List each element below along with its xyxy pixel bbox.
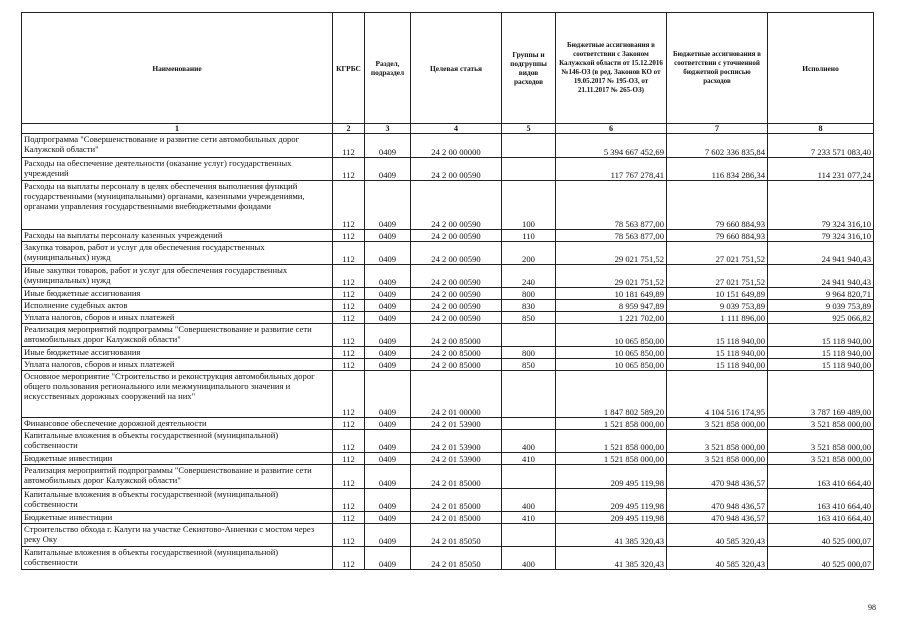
cell-kgrbs: 112 (333, 371, 365, 418)
cell-name: Закупка товаров, работ и услуг для обеспечения государственных (муниципальных) нужд (22, 242, 333, 265)
table-row (22, 359, 874, 371)
cell-target: 24 2 00 00000 (411, 134, 502, 158)
cell-law: 5 394 667 452,69 (556, 134, 667, 158)
cell-group: 110 (502, 230, 556, 242)
cell-done: 40 525 000,07 (768, 547, 874, 570)
cell-budget: 3 521 858 000,00 (667, 430, 768, 453)
cell-law: 10 181 649,89 (556, 288, 667, 300)
cell-law: 1 521 858 000,00 (556, 453, 667, 465)
cell-kgrbs: 112 (333, 418, 365, 430)
table-row (22, 347, 874, 359)
cell-kgrbs: 112 (333, 288, 365, 300)
cell-name: Уплата налогов, сборов и иных платежей (22, 359, 333, 371)
page-number: 98 (868, 603, 876, 612)
cell-name: Бюджетные инвестиции (22, 453, 333, 465)
cell-law: 41 385 320,43 (556, 547, 667, 570)
cell-name: Расходы на выплаты персоналу в целях обеспечения выполнения функций государственными (муниципальными) органами, казенными учреждениями, органами управления государственными внебюджетными фондами (22, 181, 333, 230)
cell-section: 0409 (365, 359, 411, 371)
cell-name: Капитальные вложения в объекты государственной (муниципальной) собственности (22, 547, 333, 570)
cell-budget: 79 660 884,93 (667, 230, 768, 242)
cell-section: 0409 (365, 512, 411, 524)
cell-section: 0409 (365, 489, 411, 512)
col-num: 3 (365, 124, 411, 134)
cell-group: 850 (502, 359, 556, 371)
cell-budget: 40 585 320,43 (667, 547, 768, 570)
cell-kgrbs: 112 (333, 324, 365, 347)
cell-section: 0409 (365, 371, 411, 418)
cell-kgrbs: 112 (333, 265, 365, 288)
cell-kgrbs: 112 (333, 453, 365, 465)
cell-name: Финансовое обеспечение дорожной деятельности (22, 418, 333, 430)
cell-target: 24 2 00 00590 (411, 158, 502, 181)
cell-budget: 4 104 516 174,95 (667, 371, 768, 418)
col-num: 8 (768, 124, 874, 134)
table-row (22, 181, 874, 230)
cell-done: 925 066,82 (768, 312, 874, 324)
table-row (22, 453, 874, 465)
cell-group (502, 134, 556, 158)
table-row (22, 288, 874, 300)
cell-kgrbs: 112 (333, 489, 365, 512)
table-row (22, 230, 874, 242)
cell-budget: 27 021 751,52 (667, 265, 768, 288)
cell-section: 0409 (365, 453, 411, 465)
cell-section: 0409 (365, 418, 411, 430)
cell-target: 24 2 01 85000 (411, 465, 502, 489)
cell-done: 3 521 858 000,00 (768, 418, 874, 430)
cell-budget: 40 585 320,43 (667, 524, 768, 547)
cell-done: 3 521 858 000,00 (768, 430, 874, 453)
cell-group: 410 (502, 512, 556, 524)
cell-kgrbs: 112 (333, 300, 365, 312)
cell-name: Расходы на выплаты персоналу казенных учреждений (22, 230, 333, 242)
cell-section: 0409 (365, 300, 411, 312)
cell-done: 40 525 000,07 (768, 524, 874, 547)
cell-budget: 470 948 436,57 (667, 512, 768, 524)
table-row (22, 371, 874, 418)
cell-section: 0409 (365, 312, 411, 324)
cell-budget: 15 118 940,00 (667, 347, 768, 359)
cell-section: 0409 (365, 430, 411, 453)
header-done: Исполнено (768, 13, 874, 124)
cell-group: 400 (502, 547, 556, 570)
cell-section: 0409 (365, 158, 411, 181)
cell-law: 10 065 850,00 (556, 324, 667, 347)
cell-target: 24 2 00 00590 (411, 230, 502, 242)
cell-name: Иные бюджетные ассигнования (22, 347, 333, 359)
cell-done: 9 964 820,71 (768, 288, 874, 300)
col-num: 5 (502, 124, 556, 134)
cell-target: 24 2 01 85050 (411, 547, 502, 570)
cell-name: Уплата налогов, сборов и иных платежей (22, 312, 333, 324)
table-row (22, 324, 874, 347)
cell-target: 24 2 00 00590 (411, 300, 502, 312)
cell-target: 24 2 01 53900 (411, 453, 502, 465)
cell-name: Иные бюджетные ассигнования (22, 288, 333, 300)
table-row (22, 265, 874, 288)
cell-name: Капитальные вложения в объекты государственной (муниципальной) собственности (22, 489, 333, 512)
cell-target: 24 2 00 00590 (411, 242, 502, 265)
cell-budget: 116 834 286,34 (667, 158, 768, 181)
cell-name: Расходы на обеспечение деятельности (оказание услуг) государственных учреждений (22, 158, 333, 181)
table-row (22, 158, 874, 181)
cell-kgrbs: 112 (333, 359, 365, 371)
cell-budget: 470 948 436,57 (667, 465, 768, 489)
cell-target: 24 2 00 00590 (411, 181, 502, 230)
cell-law: 209 495 119,98 (556, 489, 667, 512)
cell-group: 400 (502, 489, 556, 512)
cell-law: 1 221 702,00 (556, 312, 667, 324)
header-target: Целевая статья (411, 13, 502, 124)
table-row (22, 489, 874, 512)
cell-target: 24 2 01 85050 (411, 524, 502, 547)
cell-target: 24 2 00 85000 (411, 359, 502, 371)
cell-group: 200 (502, 242, 556, 265)
cell-group: 400 (502, 430, 556, 453)
cell-law: 10 065 850,00 (556, 359, 667, 371)
cell-done: 163 410 664,40 (768, 465, 874, 489)
cell-law: 8 959 947,89 (556, 300, 667, 312)
header-budget: Бюджетные ассигнования в соответствии с уточненной бюджетной росписью расходов (667, 13, 768, 124)
cell-done: 163 410 664,40 (768, 512, 874, 524)
cell-group: 850 (502, 312, 556, 324)
cell-law: 78 563 877,00 (556, 230, 667, 242)
table-row (22, 418, 874, 430)
cell-target: 24 2 01 85000 (411, 489, 502, 512)
cell-budget: 7 602 336 835,84 (667, 134, 768, 158)
cell-kgrbs: 112 (333, 230, 365, 242)
cell-target: 24 2 01 85000 (411, 512, 502, 524)
cell-budget: 15 118 940,00 (667, 324, 768, 347)
cell-group: 240 (502, 265, 556, 288)
cell-done: 15 118 940,00 (768, 359, 874, 371)
cell-section: 0409 (365, 347, 411, 359)
cell-law: 209 495 119,98 (556, 512, 667, 524)
cell-kgrbs: 112 (333, 181, 365, 230)
cell-done: 79 324 316,10 (768, 181, 874, 230)
col-num: 2 (333, 124, 365, 134)
cell-name: Капитальные вложения в объекты государственной (муниципальной) собственности (22, 430, 333, 453)
cell-target: 24 2 01 53900 (411, 430, 502, 453)
cell-section: 0409 (365, 324, 411, 347)
header-kgrbs: КГРБС (333, 13, 365, 124)
cell-group (502, 418, 556, 430)
cell-name: Исполнение судебных актов (22, 300, 333, 312)
cell-law: 29 021 751,52 (556, 265, 667, 288)
cell-kgrbs: 112 (333, 312, 365, 324)
cell-target: 24 2 01 00000 (411, 371, 502, 418)
cell-budget: 10 151 649,89 (667, 288, 768, 300)
cell-group: 800 (502, 347, 556, 359)
cell-name: Основное мероприятие "Строительство и реконструкция автомобильных дорог общего пользования регионального или межмуниципального значения и искусственных дорожных сооружений на них" (22, 371, 333, 418)
cell-name: Реализация мероприятий подпрограммы "Совершенствование и развитие сети автомобильных дорог Калужской области" (22, 324, 333, 347)
col-num: 4 (411, 124, 502, 134)
cell-done: 3 521 858 000,00 (768, 453, 874, 465)
cell-budget: 3 521 858 000,00 (667, 418, 768, 430)
cell-section: 0409 (365, 265, 411, 288)
cell-group (502, 465, 556, 489)
cell-group (502, 371, 556, 418)
cell-group (502, 524, 556, 547)
table-body (22, 134, 874, 570)
cell-done: 9 039 753,89 (768, 300, 874, 312)
table-row (22, 300, 874, 312)
cell-target: 24 2 00 00590 (411, 288, 502, 300)
cell-kgrbs: 112 (333, 524, 365, 547)
table-row (22, 430, 874, 453)
cell-kgrbs: 112 (333, 242, 365, 265)
cell-budget: 79 660 884,93 (667, 181, 768, 230)
cell-name: Иные закупки товаров, работ и услуг для обеспечения государственных (муниципальных) нужд (22, 265, 333, 288)
cell-kgrbs: 112 (333, 158, 365, 181)
cell-done: 15 118 940,00 (768, 324, 874, 347)
budget-table (21, 12, 874, 570)
table-row (22, 134, 874, 158)
cell-name: Подпрограмма "Совершенствование и развитие сети автомобильных дорог Калужской области" (22, 134, 333, 158)
cell-done: 7 233 571 083,40 (768, 134, 874, 158)
cell-name: Строительство обхода г. Калуги на участке Секиотово-Анненки с мостом через реку Оку (22, 524, 333, 547)
col-num: 1 (22, 124, 333, 134)
cell-done: 163 410 664,40 (768, 489, 874, 512)
cell-target: 24 2 00 85000 (411, 324, 502, 347)
table-row (22, 547, 874, 570)
cell-section: 0409 (365, 134, 411, 158)
cell-budget: 9 039 753,89 (667, 300, 768, 312)
cell-kgrbs: 112 (333, 430, 365, 453)
cell-law: 1 847 802 589,20 (556, 371, 667, 418)
cell-law: 1 521 858 000,00 (556, 418, 667, 430)
col-num: 7 (667, 124, 768, 134)
cell-section: 0409 (365, 242, 411, 265)
column-number-row (22, 124, 874, 134)
cell-group (502, 324, 556, 347)
cell-target: 24 2 00 00590 (411, 312, 502, 324)
cell-group: 830 (502, 300, 556, 312)
cell-kgrbs: 112 (333, 547, 365, 570)
cell-name: Реализация мероприятий подпрограммы "Совершенствование и развитие сети автомобильных дорог Калужской области" (22, 465, 333, 489)
cell-law: 78 563 877,00 (556, 181, 667, 230)
cell-law: 209 495 119,98 (556, 465, 667, 489)
cell-budget: 470 948 436,57 (667, 489, 768, 512)
header-law: Бюджетные ассигнования в соответствии с Законом Калужской области от 15.12.2016 №146-ОЗ (в ред. Законов КО от 19.05.2017 № 195-ОЗ, от 21.11.2017 № 265-ОЗ) (556, 13, 667, 124)
cell-target: 24 2 01 53900 (411, 418, 502, 430)
table-row (22, 512, 874, 524)
col-num: 6 (556, 124, 667, 134)
cell-law: 41 385 320,43 (556, 524, 667, 547)
cell-kgrbs: 112 (333, 134, 365, 158)
cell-law: 10 065 850,00 (556, 347, 667, 359)
cell-group (502, 158, 556, 181)
cell-section: 0409 (365, 288, 411, 300)
header-section: Раздел, подраздел (365, 13, 411, 124)
cell-law: 1 521 858 000,00 (556, 430, 667, 453)
cell-budget: 27 021 751,52 (667, 242, 768, 265)
table-row (22, 312, 874, 324)
cell-section: 0409 (365, 230, 411, 242)
cell-group: 800 (502, 288, 556, 300)
cell-law: 29 021 751,52 (556, 242, 667, 265)
cell-budget: 1 111 896,00 (667, 312, 768, 324)
cell-name: Бюджетные инвестиции (22, 512, 333, 524)
cell-group: 100 (502, 181, 556, 230)
cell-kgrbs: 112 (333, 512, 365, 524)
table-row (22, 465, 874, 489)
cell-kgrbs: 112 (333, 465, 365, 489)
cell-budget: 3 521 858 000,00 (667, 453, 768, 465)
cell-done: 79 324 316,10 (768, 230, 874, 242)
cell-done: 114 231 077,24 (768, 158, 874, 181)
header-groups: Группы и подгруппы видов расходов (502, 13, 556, 124)
header-name: Наименование (22, 13, 333, 124)
cell-done: 3 787 169 489,00 (768, 371, 874, 418)
cell-law: 117 767 278,41 (556, 158, 667, 181)
cell-budget: 15 118 940,00 (667, 359, 768, 371)
cell-target: 24 2 00 00590 (411, 265, 502, 288)
cell-done: 15 118 940,00 (768, 347, 874, 359)
table-row (22, 524, 874, 547)
cell-section: 0409 (365, 465, 411, 489)
cell-kgrbs: 112 (333, 347, 365, 359)
table-row (22, 242, 874, 265)
cell-target: 24 2 00 85000 (411, 347, 502, 359)
cell-done: 24 941 940,43 (768, 242, 874, 265)
cell-section: 0409 (365, 181, 411, 230)
cell-section: 0409 (365, 547, 411, 570)
cell-done: 24 941 940,43 (768, 265, 874, 288)
header-row (22, 13, 874, 124)
cell-section: 0409 (365, 524, 411, 547)
cell-group: 410 (502, 453, 556, 465)
